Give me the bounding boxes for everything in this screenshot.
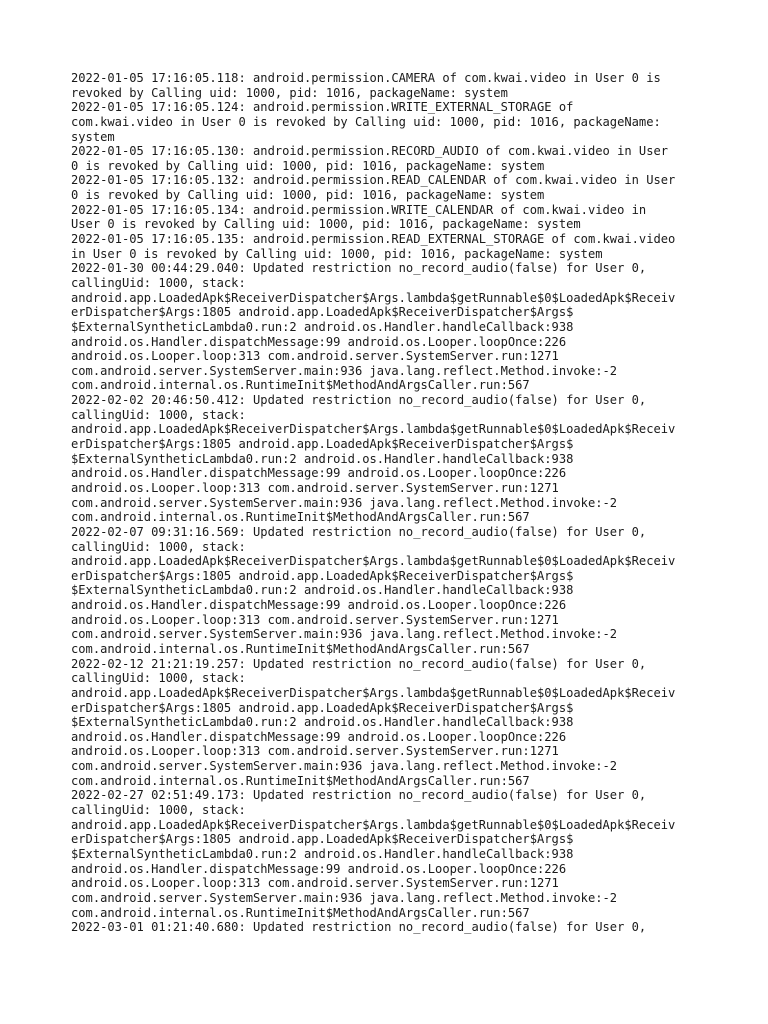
log-line: com.kwai.video in User 0 is revoked by Calling uid: 1000, pid: 1016, packageName: [71, 114, 661, 129]
log-line: com.android.internal.os.RuntimeInit$MethodAndArgsCaller.run:567 [71, 378, 530, 393]
log-line: 2022-02-12 21:21:19.257: Updated restriction no_record_audio(false) for User 0, [71, 656, 647, 671]
log-line: erDispatcher$Args:1805 android.app.LoadedApk$ReceiverDispatcher$Args$ [71, 305, 574, 320]
log-line: android.os.Looper.loop:313 com.android.server.SystemServer.run:1271 [71, 876, 559, 891]
log-line: android.app.LoadedApk$ReceiverDispatcher$Args.lambda$getRunnable$0$LoadedApk$Receiv [71, 554, 676, 569]
log-line: android.os.Handler.dispatchMessage:99 android.os.Looper.loopOnce:226 [71, 598, 567, 613]
log-line: callingUid: 1000, stack: [71, 803, 246, 818]
log-line: com.android.internal.os.RuntimeInit$MethodAndArgsCaller.run:567 [71, 641, 530, 656]
log-line: callingUid: 1000, stack: [71, 407, 246, 422]
log-line: erDispatcher$Args:1805 android.app.LoadedApk$ReceiverDispatcher$Args$ [71, 437, 574, 452]
log-line: android.os.Looper.loop:313 com.android.server.SystemServer.run:1271 [71, 744, 559, 759]
log-line: android.os.Handler.dispatchMessage:99 android.os.Looper.loopOnce:226 [71, 729, 567, 744]
log-line: android.os.Handler.dispatchMessage:99 android.os.Looper.loopOnce:226 [71, 861, 567, 876]
log-line: 0 is revoked by Calling uid: 1000, pid: 1016, packageName: system [71, 188, 545, 203]
log-line: com.android.server.SystemServer.main:936 java.lang.reflect.Method.invoke:-2 [71, 495, 618, 510]
log-line: com.android.server.SystemServer.main:936 java.lang.reflect.Method.invoke:-2 [71, 890, 618, 905]
log-line: com.android.server.SystemServer.main:936 java.lang.reflect.Method.invoke:-2 [71, 627, 618, 642]
log-line: 2022-02-27 02:51:49.173: Updated restriction no_record_audio(false) for User 0, [71, 788, 647, 803]
log-line: $ExternalSyntheticLambda0.run:2 android.os.Handler.handleCallback:938 [71, 846, 574, 861]
log-line: com.android.internal.os.RuntimeInit$MethodAndArgsCaller.run:567 [71, 905, 530, 920]
log-line: android.app.LoadedApk$ReceiverDispatcher$Args.lambda$getRunnable$0$LoadedApk$Receiv [71, 817, 676, 832]
log-line: callingUid: 1000, stack: [71, 275, 246, 290]
log-line: callingUid: 1000, stack: [71, 671, 246, 686]
log-line: com.android.internal.os.RuntimeInit$MethodAndArgsCaller.run:567 [71, 510, 530, 525]
log-line: android.os.Handler.dispatchMessage:99 android.os.Looper.loopOnce:226 [71, 466, 567, 481]
log-line: $ExternalSyntheticLambda0.run:2 android.os.Handler.handleCallback:938 [71, 451, 574, 466]
log-line: android.os.Handler.dispatchMessage:99 android.os.Looper.loopOnce:226 [71, 334, 567, 349]
log-line: android.os.Looper.loop:313 com.android.server.SystemServer.run:1271 [71, 349, 559, 364]
log-line: erDispatcher$Args:1805 android.app.LoadedApk$ReceiverDispatcher$Args$ [71, 832, 574, 847]
log-line: 2022-01-30 00:44:29.040: Updated restriction no_record_audio(false) for User 0, [71, 261, 647, 276]
log-line: 2022-01-05 17:16:05.132: android.permission.READ_CALENDAR of com.kwai.video in User [71, 173, 676, 188]
log-line: 2022-02-07 09:31:16.569: Updated restriction no_record_audio(false) for User 0, [71, 524, 647, 539]
log-line: in User 0 is revoked by Calling uid: 1000, pid: 1016, packageName: system [71, 246, 603, 261]
log-line: $ExternalSyntheticLambda0.run:2 android.os.Handler.handleCallback:938 [71, 715, 574, 730]
log-line: callingUid: 1000, stack: [71, 539, 246, 554]
log-line: 2022-01-05 17:16:05.130: android.permission.RECORD_AUDIO of com.kwai.video in User [71, 144, 669, 159]
log-line: erDispatcher$Args:1805 android.app.LoadedApk$ReceiverDispatcher$Args$ [71, 700, 574, 715]
log-line: android.app.LoadedApk$ReceiverDispatcher$Args.lambda$getRunnable$0$LoadedApk$Receiv [71, 685, 676, 700]
log-line: android.app.LoadedApk$ReceiverDispatcher$Args.lambda$getRunnable$0$LoadedApk$Receiv [71, 290, 676, 305]
log-line: com.android.server.SystemServer.main:936 java.lang.reflect.Method.invoke:-2 [71, 759, 618, 774]
log-line: erDispatcher$Args:1805 android.app.LoadedApk$ReceiverDispatcher$Args$ [71, 568, 574, 583]
log-line: 2022-01-05 17:16:05.135: android.permission.READ_EXTERNAL_STORAGE of com.kwai.video [71, 232, 676, 247]
log-line: 2022-01-05 17:16:05.134: android.permission.WRITE_CALENDAR of com.kwai.video in [71, 202, 647, 217]
log-line: com.android.internal.os.RuntimeInit$MethodAndArgsCaller.run:567 [71, 773, 530, 788]
log-line: 2022-02-02 20:46:50.412: Updated restriction no_record_audio(false) for User 0, [71, 393, 647, 408]
log-line: system [71, 129, 115, 144]
log-line: android.os.Looper.loop:313 com.android.server.SystemServer.run:1271 [71, 480, 559, 495]
log-line: User 0 is revoked by Calling uid: 1000, pid: 1016, packageName: system [71, 217, 581, 232]
log-line: $ExternalSyntheticLambda0.run:2 android.os.Handler.handleCallback:938 [71, 583, 574, 598]
log-line: 0 is revoked by Calling uid: 1000, pid: 1016, packageName: system [71, 158, 545, 173]
log-line: 2022-01-05 17:16:05.124: android.permission.WRITE_EXTERNAL_STORAGE of [71, 100, 574, 115]
log-line: 2022-03-01 01:21:40.680: Updated restriction no_record_audio(false) for User 0, [71, 920, 647, 935]
log-line: revoked by Calling uid: 1000, pid: 1016, packageName: system [71, 85, 508, 100]
log-line: android.os.Looper.loop:313 com.android.server.SystemServer.run:1271 [71, 612, 559, 627]
log-line: android.app.LoadedApk$ReceiverDispatcher$Args.lambda$getRunnable$0$LoadedApk$Receiv [71, 422, 676, 437]
log-line: com.android.server.SystemServer.main:936 java.lang.reflect.Method.invoke:-2 [71, 363, 618, 378]
log-line: 2022-01-05 17:16:05.118: android.permission.CAMERA of com.kwai.video in User 0 is [71, 71, 661, 85]
log-line: $ExternalSyntheticLambda0.run:2 android.os.Handler.handleCallback:938 [71, 319, 574, 334]
log-text-block [71, 71, 711, 935]
